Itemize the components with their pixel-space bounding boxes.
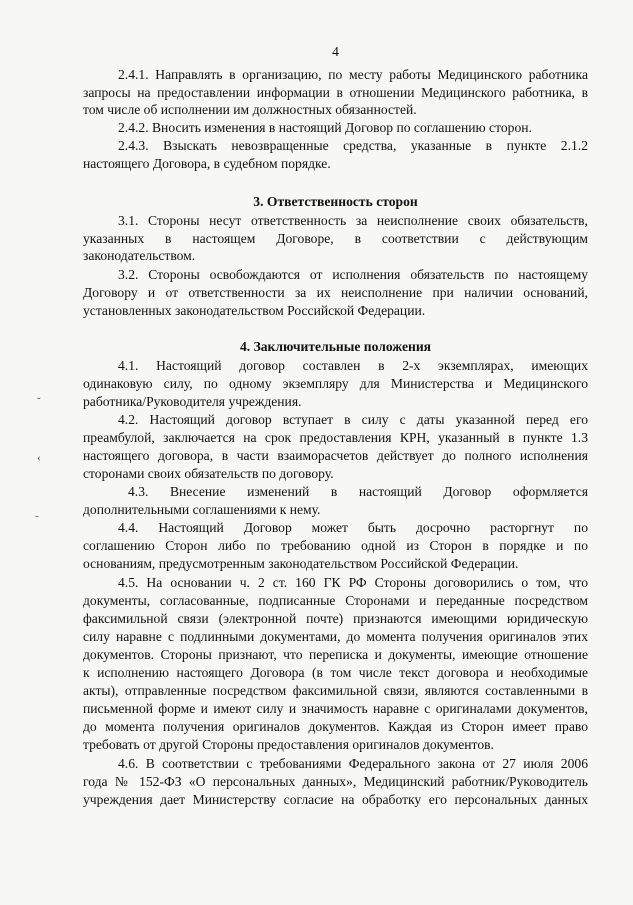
paragraph-line: письменной форме и имеют силу и значимость наравне с оригиналами документов,	[83, 701, 588, 716]
section-heading-3: 3. Ответственность сторон	[253, 194, 418, 209]
paragraph-line: до момента получения оригиналов документов. Каждая из Сторон имеет право	[83, 719, 588, 734]
paragraph-line: 4.3. Внесение изменений в настоящий Договор оформляется	[128, 484, 588, 499]
paragraph-line: 2.4.2. Вносить изменения в настоящий Договор по соглашению сторон.	[118, 120, 532, 135]
paragraph-line: работника/Руководителя учреждения.	[83, 394, 302, 409]
section-heading-4: 4. Заключительные положения	[239, 339, 432, 354]
paragraph-line: соглашению Сторон либо по требованию одной из Сторон в порядке и по	[83, 538, 588, 553]
paragraph-line: 4.6. В соответствии с требованиями Федерального закона от 27 июля 2006	[118, 756, 588, 771]
paragraph-line: одинаковую силу, по одному экземпляру для Министерства и Медицинского	[83, 376, 588, 391]
paragraph-line: установленных законодательством Российской Федерации.	[83, 303, 426, 318]
paragraph-line: года № 152-ФЗ «О персональных данных», Медицинский работник/Руководитель	[83, 774, 588, 789]
scan-speck: ‹	[37, 452, 41, 464]
scan-speck: ˜	[35, 514, 39, 526]
paragraph-line: 4.4. Настоящий Договор может быть досрочно расторгнут по	[118, 520, 588, 535]
paragraph-line: учреждения дает Министерству согласие на обработку его персональных данных	[83, 792, 588, 807]
paragraph-line: 4.1. Настоящий договор составлен в 2-х экземплярах, имеющих	[118, 358, 588, 373]
paragraph-line: запросы на предоставлении информации в отношении Медицинского работника, в	[83, 85, 588, 100]
paragraph-line: том числе об исполнении им должностных обязанностей.	[83, 102, 417, 117]
paragraph-line: документов. Стороны признают, что переписка и документы, имеющие отношение	[83, 647, 588, 662]
page-number: 4	[332, 44, 339, 59]
paragraph-line: 2.4.3. Взыскать невозвращенные средства, указанные в пункте 2.1.2	[118, 138, 588, 153]
scan-speck: ˘	[37, 396, 41, 408]
paragraph-line: 4.2. Настоящий договор вступает в силу с даты указанной перед его	[118, 412, 588, 427]
paragraph-line: требовать от другой Стороны предоставления оригиналов документов.	[83, 737, 494, 752]
paragraph-line: дополнительными соглашениями к нему.	[83, 502, 321, 517]
paragraph-line: к исполнению настоящего Договора (в том числе текст договора и необходимые	[83, 665, 588, 680]
paragraph-line: преамбулой, заключается на срок предоставления КРН, указанный в пункте 1.3	[83, 430, 588, 445]
paragraph-line: 2.4.1. Направлять в организацию, по месту работы Медицинского работника	[118, 67, 588, 82]
paragraph-line: силу наравне с подлинными документами, до момента получения оригиналов этих	[83, 629, 588, 644]
paragraph-line: акты), отправленные посредством факсимильной связи, являются составленными в	[83, 683, 588, 698]
paragraph-line: настоящего Договора, в судебном порядке.	[83, 156, 331, 171]
paragraph-line: 3.1. Стороны несут ответственность за неисполнение своих обязательств,	[118, 213, 588, 228]
paragraph-line: основаниям, предусмотренным законодательством Российской Федерации.	[83, 556, 519, 571]
paragraph-line: законодательством.	[83, 248, 196, 263]
paragraph-line: факсимильной связи (электронной почте) признаются имеющими юридическую	[83, 611, 588, 626]
paragraph-line: документы, согласованные, подписанные Сторонами и переданные посредством	[83, 593, 588, 608]
paragraph-line: указанных в настоящем Договоре, в соответствии с действующим	[83, 231, 588, 246]
paragraph-line: 3.2. Стороны освобождаются от исполнения обязательств по настоящему	[118, 267, 588, 282]
paragraph-line: настоящего договора, в части взаиморасчетов действует до полного исполнения	[83, 448, 588, 463]
paragraph-line: 4.5. На основании ч. 2 ст. 160 ГК РФ Стороны договорились о том, что	[118, 575, 588, 590]
paragraph-line: Договору и от ответственности за их неисполнение при наличии оснований,	[83, 285, 588, 300]
paragraph-line: сторонами своих обязательств по договору.	[83, 466, 334, 481]
